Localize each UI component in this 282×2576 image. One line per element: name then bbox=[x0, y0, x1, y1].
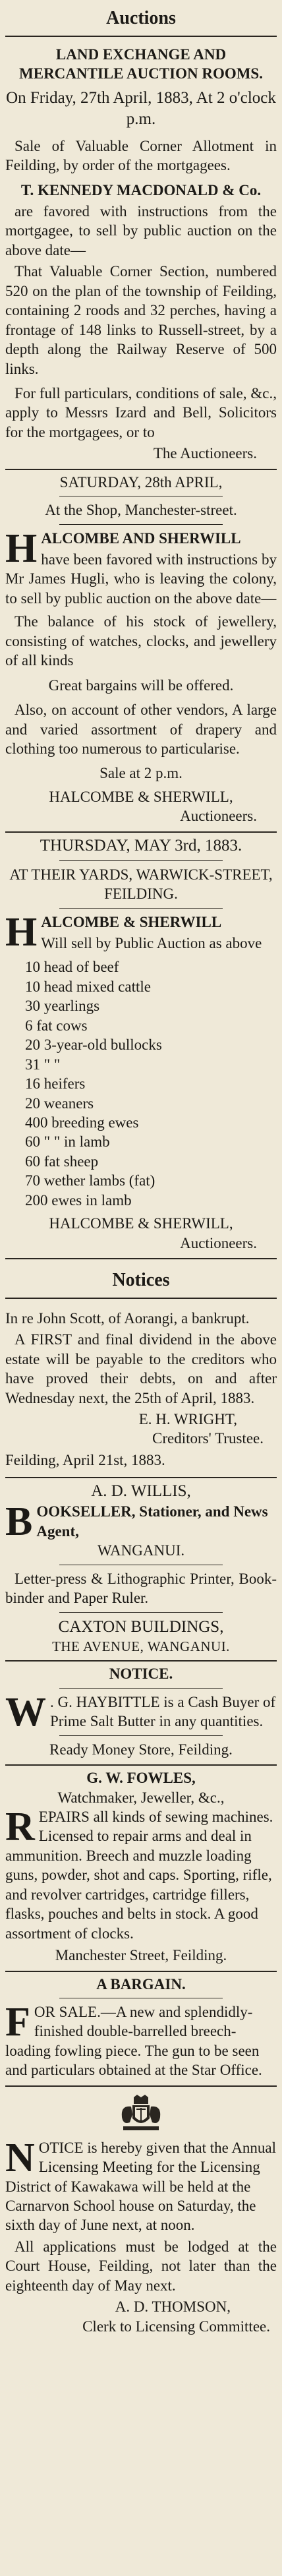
lead-text: ALCOMBE AND SHERWILL bbox=[41, 529, 241, 547]
stock-list bbox=[25, 957, 277, 1210]
signature-role: Auctioneers. bbox=[180, 1234, 257, 1251]
ad-licensing-notice bbox=[5, 2087, 277, 2341]
street: THE AVENUE, WANGANUI. bbox=[52, 1638, 230, 1654]
lead-text: OR SALE.—A new and splendidly-finished double-barrelled breech-loading fowling piece. The gun to be seen and particulars obtained at the Star Office. bbox=[5, 2003, 262, 2079]
town: WANGANUI. bbox=[97, 1542, 185, 1559]
also-note: Also, on account of other vendors, A large and varied assortment of drapery and clothing too numerous to particularise. bbox=[5, 702, 277, 757]
drop-cap: H bbox=[5, 912, 38, 955]
lead-text: . G. HAYBITTLE is a Cash Buyer of Prime Salt Butter in any quantities. bbox=[50, 1693, 276, 1730]
drop-cap: W bbox=[5, 1692, 46, 1731]
divider bbox=[59, 524, 222, 525]
agent-name: T. KENNEDY MACDONALD & Co. bbox=[20, 181, 262, 198]
list-item: 400 breeding ewes bbox=[25, 1114, 139, 1131]
intro: Sale of Valuable Corner Allotment in Feilding, by order of the mortgagees. bbox=[5, 137, 277, 174]
ad-land-exchange bbox=[5, 42, 277, 470]
list-item: 10 head mixed cattle bbox=[25, 978, 151, 995]
list-item: 31 " " bbox=[25, 1056, 61, 1073]
body: are favored with instructions from the mortgagee, to sell by public auction on the above date— bbox=[5, 203, 277, 258]
sale-time: Sale at 2 p.m. bbox=[99, 765, 183, 782]
lead-text: OOKSELLER, Stationer, and News Agent, bbox=[36, 1503, 268, 1540]
drop-cap: H bbox=[5, 528, 38, 571]
divider bbox=[59, 1612, 222, 1613]
signature: E. H. WRIGHT, bbox=[138, 1411, 237, 1428]
business-name: G. W. FOWLES, bbox=[86, 1770, 196, 1787]
lead-text: OTICE is hereby given that the Annual Licensing Meeting for the Licensing District of Kawakawa will be held at the Carnarvon School house on Saturday, the sixth day of June next, at noon. bbox=[5, 2139, 277, 2234]
ad-title: LAND EXCHANGE AND MERCANTILE AUCTION ROOMS. bbox=[19, 45, 263, 82]
list-item: 6 fat cows bbox=[25, 1017, 88, 1034]
signature: HALCOMBE & SHERWILL, bbox=[49, 1215, 233, 1232]
sale-date: SATURDAY, 28th APRIL, bbox=[59, 473, 223, 491]
trade: Watchmaker, Jeweller, &c., bbox=[57, 1789, 225, 1806]
divider bbox=[59, 1735, 222, 1736]
stock-description: The balance of his stock of jewellery, consisting of watches, clocks, and jewellery of all kinds bbox=[5, 613, 277, 669]
list-item: 10 head of beef bbox=[25, 959, 119, 976]
lead-text: ALCOMBE & SHERWILL bbox=[41, 913, 222, 930]
list-item: 60 " " in lamb bbox=[25, 1133, 110, 1151]
ad-halcombe-jewellery bbox=[5, 470, 277, 833]
footer: Ready Money Store, Feilding. bbox=[49, 1741, 233, 1758]
body: have been favored with instructions by Mr James Hugli, who is leaving the colony, to sell by public auction on the above date— bbox=[5, 551, 277, 607]
signature: HALCOMBE & SHERWILL, bbox=[49, 788, 233, 805]
signature-role: Creditors' Trustee. bbox=[152, 1430, 264, 1447]
ad-halcombe-stock bbox=[5, 833, 277, 1259]
ad-fowles-watchmaker bbox=[5, 1766, 277, 1971]
sale-date: THURSDAY, MAY 3rd, 1883. bbox=[40, 836, 242, 854]
ad-bargain bbox=[5, 1972, 277, 2087]
signature-role: Clerk to Licensing Committee. bbox=[82, 2318, 270, 2335]
notice-title: NOTICE. bbox=[109, 1665, 173, 1683]
ad-bankruptcy-notice bbox=[5, 1304, 277, 1479]
list-item: 20 3-year-old bullocks bbox=[25, 1036, 162, 1054]
divider bbox=[59, 860, 222, 861]
sale-date: On Friday, 27th April, 1883, At 2 o'clock p.m. bbox=[6, 88, 276, 128]
list-item: 60 fat sheep bbox=[25, 1153, 99, 1170]
drop-cap: N bbox=[5, 2138, 35, 2180]
ad-haybittle-notice bbox=[5, 1662, 277, 1766]
divider bbox=[59, 1688, 222, 1689]
building: CAXTON BUILDINGS, bbox=[58, 1617, 224, 1636]
particulars: For full particulars, conditions of sale, &c., apply to Messrs Izard and Bell, Solicitors for the mortgagees, or to bbox=[5, 384, 277, 440]
drop-cap: R bbox=[5, 1807, 35, 1850]
body: Will sell by Public Auction as above bbox=[41, 935, 262, 952]
section-header-notices: Notices bbox=[5, 1262, 277, 1299]
signature: The Auctioneers. bbox=[153, 445, 257, 462]
section-header-auctions: Auctions bbox=[5, 0, 277, 37]
list-item: 30 yearlings bbox=[25, 998, 100, 1015]
body: All applications must be lodged at the Court House, Feilding, not later than the eighteenth day of May next. bbox=[5, 2238, 277, 2294]
list-item: 16 heifers bbox=[25, 1075, 86, 1093]
notice-date: Feilding, April 21st, 1883. bbox=[5, 1451, 165, 1468]
list-item: 20 weaners bbox=[25, 1094, 94, 1112]
business-name: A. D. WILLIS, bbox=[91, 1482, 191, 1501]
divider bbox=[59, 908, 222, 909]
royal-crest-graphic bbox=[117, 2095, 165, 2133]
lead-text: EPAIRS all kinds of sewing machines. Licensed to repair arms and deal in ammunition. Breech and muzzle loading guns, powder, shot and caps. Sporting, rifle, and revolver cartridges, cartridge fillers, flasks, pouches and belts in stock. A good assortment of clocks. bbox=[5, 1809, 273, 1942]
ad-title: A BARGAIN. bbox=[96, 1975, 186, 1992]
sale-place: AT THEIR YARDS, WARWICK-STREET, FEILDING. bbox=[9, 866, 273, 903]
ad-willis-bookseller bbox=[5, 1478, 277, 1662]
services: Letter-press & Lithographic Printer, Book-binder and Paper Ruler. bbox=[5, 1570, 277, 1607]
royal-crest-icon bbox=[5, 2095, 277, 2133]
notice-title: In re John Scott, of Aorangi, a bankrupt. bbox=[5, 1309, 250, 1327]
drop-cap: B bbox=[5, 1502, 33, 1545]
signature-role: Auctioneers. bbox=[180, 808, 257, 825]
body: A FIRST and final dividend in the above estate will be payable to the creditors who have proved their debts, on and after Wednesday next, the 25th of April, 1883. bbox=[5, 1331, 277, 1406]
list-item: 200 ewes in lamb bbox=[25, 1191, 132, 1209]
signature: A. D. THOMSON, bbox=[115, 2298, 231, 2316]
address: Manchester Street, Feilding. bbox=[55, 1947, 227, 1964]
list-item: 70 wether lambs (fat) bbox=[25, 1172, 155, 1189]
sale-place: At the Shop, Manchester-street. bbox=[45, 502, 237, 519]
bargains: Great bargains will be offered. bbox=[48, 676, 234, 694]
drop-cap: F bbox=[5, 2002, 30, 2045]
lot-description: That Valuable Corner Section, numbered 520 on the plan of the township of Feilding, containing 2 roods and 32 perches, having a frontage of 148 links to Russell-street, by a depth along the Railway Reserve of 500 links. bbox=[5, 263, 277, 377]
